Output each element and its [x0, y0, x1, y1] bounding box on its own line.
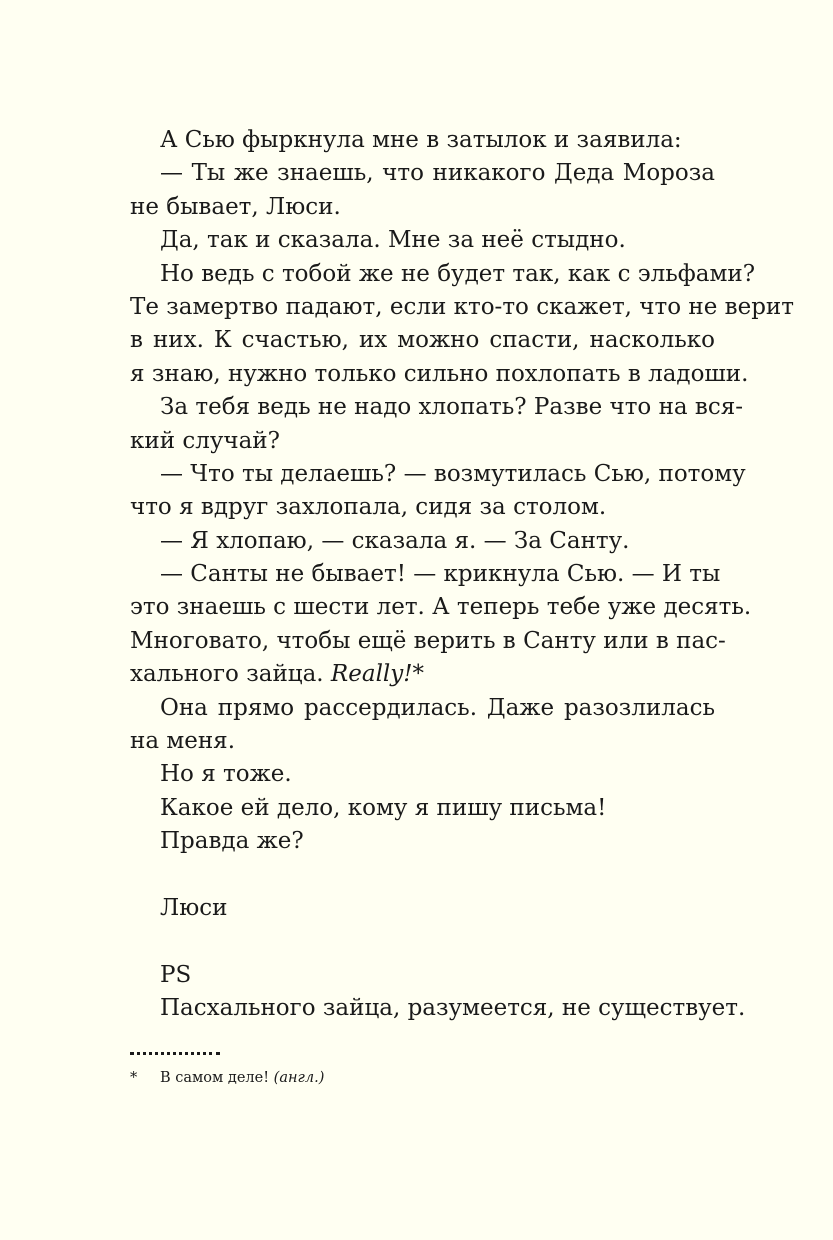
postscript-label: PS: [160, 961, 192, 988]
text-fragment: хального зайца.: [130, 661, 324, 688]
text-line: я знаю, нужно только сильно похлопать в ладоши.: [130, 360, 749, 387]
signature-line: Люси: [160, 894, 228, 921]
main-text: [130, 124, 794, 1026]
footnote-mark: *: [130, 1070, 138, 1086]
text-line: в них. К счастью, их можно спасти, насколько: [130, 327, 715, 354]
text-line: не бывает, Люси.: [130, 193, 341, 220]
text-line: — Я хлопаю, — сказала я. — За Санту.: [160, 527, 630, 554]
text-line: Да, так и сказала. Мне за неё стыдно.: [160, 227, 626, 254]
text-line: [130, 658, 715, 691]
text-line: что я вдруг захлопала, сидя за столом.: [130, 494, 607, 521]
text-line: кий случай?: [130, 427, 280, 454]
text-line: — Ты же знаешь, что никакого Деда Мороза: [160, 160, 715, 187]
text-line: Но ведь с тобой же не будет так, как с эльфами?: [160, 260, 756, 287]
text-line: За тебя ведь не надо хлопать? Разве что на вся-: [160, 394, 744, 421]
blank-line: [130, 925, 715, 958]
text-line: Какое ей дело, кому я пишу письма!: [160, 794, 607, 821]
footnote: [130, 1068, 324, 1088]
emphasis-text: Really!*: [330, 661, 425, 688]
text-line: Она прямо рассердилась. Даже разозлилась: [160, 694, 715, 721]
text-line: на меня.: [130, 728, 236, 755]
text-line: Многовато, чтобы ещё верить в Санту или в пас-: [130, 627, 726, 654]
text-line: — Санты не бывает! — крикнула Сью. — И ты: [160, 561, 721, 588]
text-line: Но я тоже.: [160, 761, 292, 788]
text-line: — Что ты делаешь? — возмутилась Сью, потому: [160, 460, 746, 487]
text-line: Пасхального зайца, разумеется, не существует.: [160, 995, 746, 1022]
text-line: А Сью фыркнула мне в затылок и заявила:: [160, 127, 682, 153]
text-line: Правда же?: [160, 828, 304, 855]
footnote-text: В самом деле!: [160, 1070, 270, 1086]
text-line: это знаешь с шести лет. А теперь тебе уже десять.: [130, 594, 752, 621]
footnote-language: (англ.): [273, 1070, 325, 1086]
text-line: Те замертво падают, если кто-то скажет, что не верит: [130, 293, 794, 320]
blank-line: [130, 859, 715, 892]
footnote-divider: [130, 1052, 220, 1055]
